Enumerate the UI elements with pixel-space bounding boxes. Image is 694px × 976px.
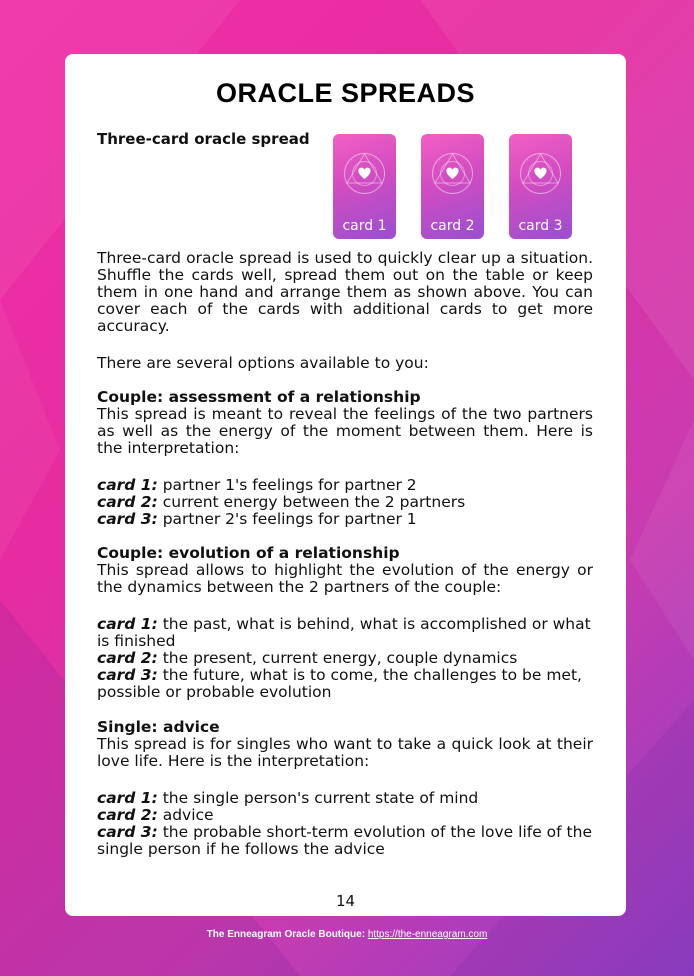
section-single-advice <box>97 719 593 770</box>
page-title: ORACLE SPREADS <box>215 78 476 108</box>
page-number: 14 <box>335 892 356 910</box>
section-description: This spread is meant to reveal the feelings of the two partners as well as the energy of the moment between them. Here is the interpretation: <box>97 405 593 457</box>
oracle-card-2 <box>421 134 484 239</box>
card-label: card 2 <box>430 218 475 234</box>
enneagram-heart-icon <box>429 150 476 197</box>
card-label: card 3 <box>518 218 563 234</box>
spread-subtitle: Three-card oracle spread <box>97 130 310 148</box>
oracle-card-1 <box>333 134 396 239</box>
section-description: This spread allows to highlight the evolution of the energy or the dynamics between the 2 partners of the couple: <box>97 561 593 596</box>
section-description: This spread is for singles who want to take a quick look at their love life. Here is the interpretation: <box>97 735 593 770</box>
document-page <box>65 54 626 916</box>
oracle-card-3 <box>509 134 572 239</box>
list-item: card 2: current energy between the 2 partners <box>97 493 466 511</box>
enneagram-heart-icon <box>517 150 564 197</box>
intro-paragraph: Three-card oracle spread is used to quickly clear up a situation. Shuffle the cards well, spread them out on the table or keep them in one hand and arrange them as shown above. You can cover each of the cards with additional cards to get more accuracy. <box>97 249 593 335</box>
list-item: card 1: the single person's current state of mind <box>97 789 479 807</box>
enneagram-heart-icon <box>341 150 388 197</box>
list-item: card 3: partner 2's feelings for partner 1 <box>97 510 417 528</box>
footer-label: The Enneagram Oracle Boutique: <box>206 929 366 940</box>
section-assessment <box>97 389 593 457</box>
section-evolution-items <box>97 616 593 701</box>
footer <box>0 929 694 940</box>
list-item: card 2: the present, current energy, couple dynamics <box>97 649 518 667</box>
section-single-items <box>97 790 593 858</box>
list-item: card 1: partner 1's feelings for partner 2 <box>97 476 417 494</box>
section-heading: Single: advice <box>97 718 220 736</box>
list-item: card 1: the past, what is behind, what is accomplished or what is finished <box>97 615 591 650</box>
section-evolution <box>97 545 593 596</box>
section-heading: Couple: evolution of a relationship <box>97 544 400 562</box>
list-item: card 3: the probable short-term evolution of the love life of the single person if he follows the advice <box>97 823 592 858</box>
card-label: card 1 <box>342 218 387 234</box>
section-assessment-items <box>97 477 593 528</box>
footer-link[interactable]: https://the-enneagram.com <box>367 929 488 940</box>
options-text: There are several options available to you: <box>97 354 429 372</box>
section-heading: Couple: assessment of a relationship <box>97 388 421 406</box>
list-item: card 2: advice <box>97 806 214 824</box>
list-item: card 3: the future, what is to come, the challenges to be met, possible or probable evolution <box>97 666 582 701</box>
